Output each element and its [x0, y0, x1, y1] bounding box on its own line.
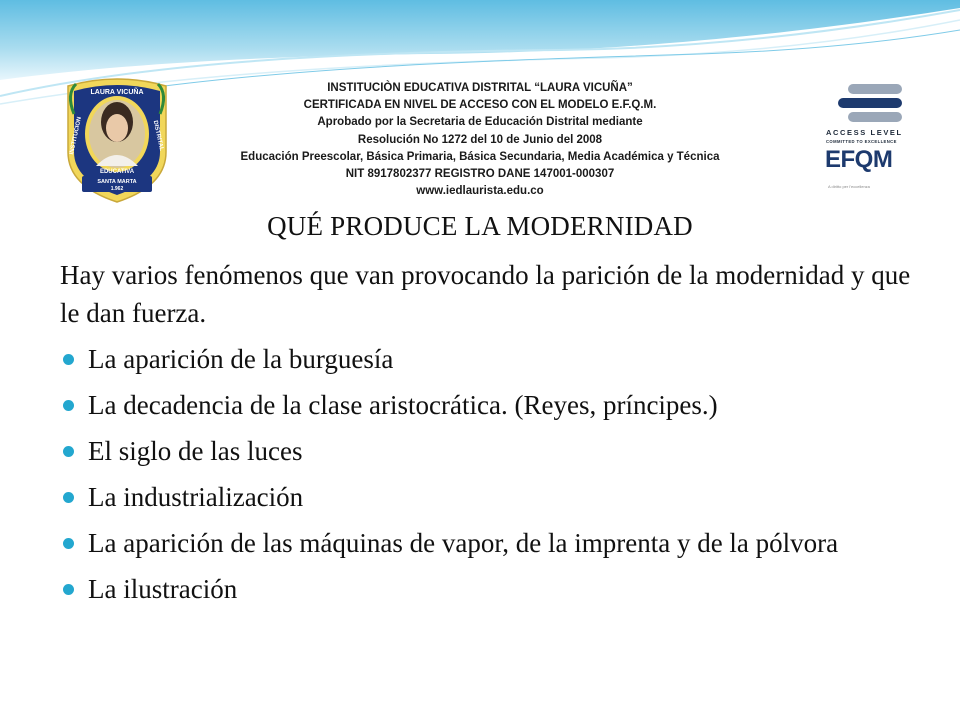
efqm-bar-2 — [838, 98, 902, 108]
crest-city: SANTA MARTA — [97, 179, 137, 185]
bullet-dot-icon — [63, 446, 74, 457]
list-item — [60, 479, 920, 516]
slide-title: QUÉ PRODUCE LA MODERNIDAD — [267, 211, 693, 241]
header-line: CERTIFICADA EN NIVEL DE ACCESO CON EL MODELO E.F.Q.M. — [303, 99, 657, 112]
bullet-list — [60, 341, 920, 617]
bullet-dot-icon — [63, 538, 74, 549]
efqm-small-text: A diritto per l'eccellenza — [828, 184, 870, 189]
header-line: Aprobado por la Secretaria de Educación Distrital mediante — [317, 116, 643, 129]
list-item — [60, 341, 920, 378]
header-website: www.iedlaurista.edu.co — [416, 185, 544, 198]
header-line: INSTITUCIÒN EDUCATIVA DISTRITAL “LAURA VICUÑA” — [327, 82, 633, 94]
intro-paragraph: Hay varios fenómenos que van provocando la parición de la modernidad y que le dan fuerza. — [60, 260, 911, 328]
crest-right-text: DISTRITAL — [151, 120, 165, 152]
list-item — [60, 571, 920, 608]
institution-header — [180, 80, 780, 200]
crest-bottom-text: EDUCATIVA — [99, 169, 135, 175]
list-item-text: La decadencia de la clase aristocrática. (Reyes, príncipes.) — [88, 390, 718, 420]
efqm-level-text: ACCESS LEVEL — [826, 128, 903, 137]
list-item-text: La aparición de las máquinas de vapor, de la imprenta y de la pólvora — [88, 528, 839, 558]
list-item-text: La ilustración — [88, 574, 238, 604]
bullet-dot-icon — [63, 400, 74, 411]
crest-year: 1.962 — [110, 186, 124, 192]
list-item-text: El siglo de las luces — [88, 436, 303, 466]
header-line: NIT 8917802377 REGISTRO DANE 147001-000307 — [345, 168, 615, 181]
crest-left-text: INSTITUCION — [69, 116, 83, 156]
list-item-text: La industrialización — [88, 482, 304, 512]
list-item — [60, 433, 920, 470]
list-item-text: La aparición de la burguesía — [88, 344, 394, 374]
school-crest-logo — [62, 74, 172, 204]
efqm-bar-1 — [848, 84, 902, 94]
bullet-dot-icon — [63, 354, 74, 365]
efqm-tagline: COMMITTED TO EXCELLENCE — [826, 139, 897, 144]
efqm-access-level-badge — [818, 76, 908, 201]
bullet-dot-icon — [63, 492, 74, 503]
list-item — [60, 525, 920, 562]
efqm-bar-3 — [848, 112, 902, 122]
crest-top-text: LAURA VICUÑA — [90, 89, 144, 96]
header-line: Educación Preescolar, Básica Primaria, Básica Secundaria, Media Académica y Técnica — [240, 150, 720, 163]
bullet-dot-icon — [63, 584, 74, 595]
list-item — [60, 387, 920, 424]
header-line: Resolución No 1272 del 10 de Junio del 2008 — [357, 133, 603, 146]
efqm-brand: EFQM — [825, 146, 893, 173]
